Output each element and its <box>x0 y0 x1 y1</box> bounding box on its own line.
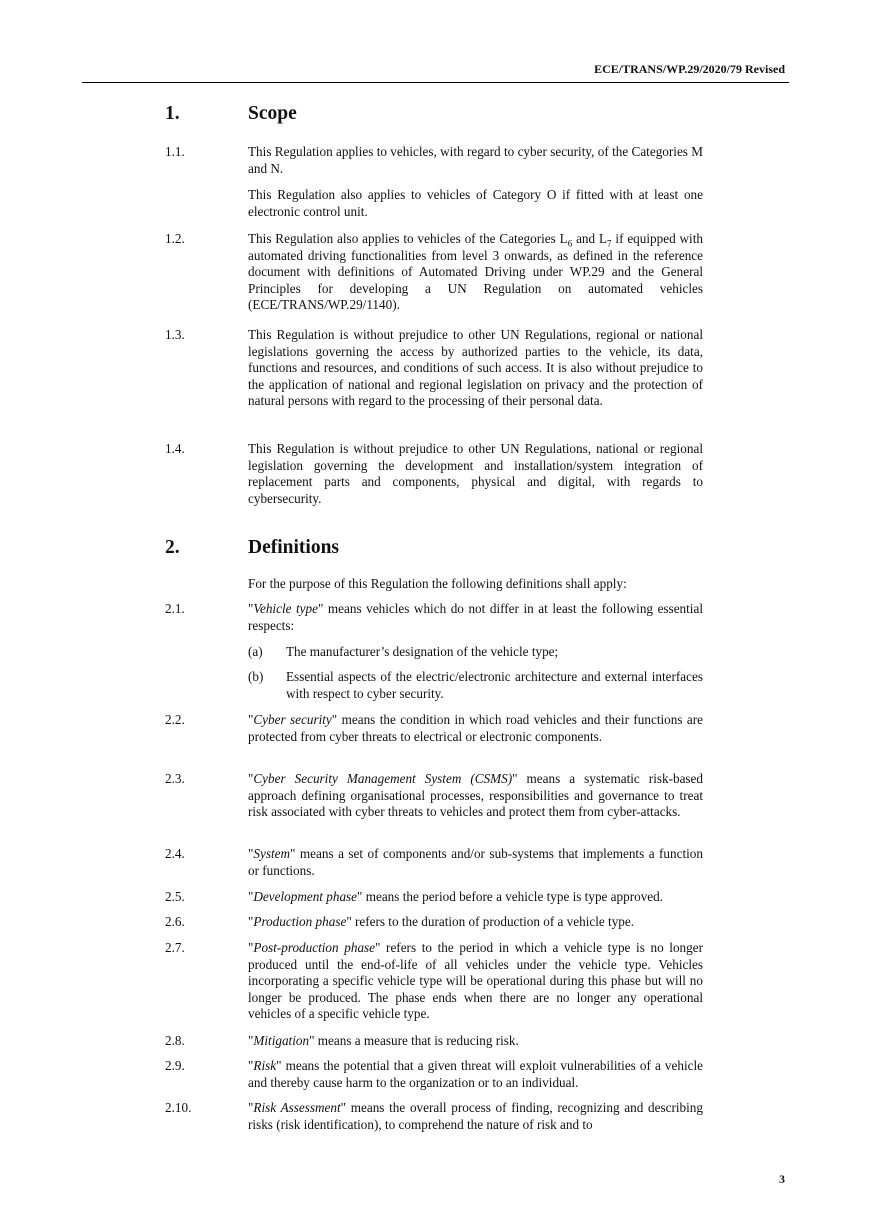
paragraph-number: 1.4. <box>165 441 185 456</box>
definition-text: " means the overall process of finding, recognizing and describing risks (risk identification), to comprehend the nature of risk and to <box>248 1100 703 1132</box>
list-text: The manufacturer’s designation of the vehicle type; <box>286 644 559 659</box>
paragraph-number: 2.4. <box>165 846 185 861</box>
defined-term: Cyber Security Management System (CSMS) <box>253 771 513 786</box>
text-run: and L <box>572 231 608 246</box>
paragraph-text: "Development phase" means the period before a vehicle type is type approved. <box>248 889 664 904</box>
paragraph-number: 1.3. <box>165 327 185 342</box>
paragraph-text: "Risk Assessment" means the overall process of finding, recognizing and describing risks (risk identification), to comprehend the nature of risk and to <box>248 1100 703 1132</box>
paragraph-text: "Production phase" refers to the duration of production of a vehicle type. <box>248 914 635 929</box>
paragraph-number: 2.9. <box>165 1058 185 1073</box>
paragraph-text: "System" means a set of components and/or sub-systems that implements a function or functions. <box>248 846 703 878</box>
paragraph-number: 2.10. <box>165 1100 192 1115</box>
paragraph-text: "Risk" means the potential that a given threat will exploit vulnerabilities of a vehicle and thereby cause harm to the organization or to an individual. <box>248 1058 703 1090</box>
definition-text: " refers to the duration of production of a vehicle type. <box>346 914 635 929</box>
defined-term: Risk Assessment <box>253 1100 341 1115</box>
defined-term: Vehicle type <box>253 601 318 616</box>
text-run: if equipped with automated driving functionalities from level 3 onwards, as defined in the reference document with definitions of Automated Driving under WP.29 and the General Principles for developing a UN Regulation on automated vehicles (ECE/TRANS/WP.29/1140). <box>248 231 703 313</box>
subscript: 7 <box>607 238 612 249</box>
paragraph-text: "Cyber Security Management System (CSMS)" means a systematic risk-based approach defining organisational processes, responsibilities and governance to treat risk associated with cyber threats to vehicles and protect them from cyber-attacks. <box>248 771 703 820</box>
paragraph-number: 2.8. <box>165 1033 185 1048</box>
definition-text: " means vehicles which do not differ in at least the following essential respects: <box>248 601 703 633</box>
defined-term: Mitigation <box>253 1033 310 1048</box>
definition-text: " means the period before a vehicle type is type approved. <box>357 889 664 904</box>
section-number: 2. <box>165 537 180 558</box>
section-title: Scope <box>248 103 297 124</box>
paragraph-number: 1.1. <box>165 144 185 159</box>
definition-text: " means the potential that a given threat will exploit vulnerabilities of a vehicle and thereby cause harm to the organization or to an individual. <box>248 1058 703 1090</box>
definition-text: " means a systematic risk-based approach defining organisational processes, responsibilities and governance to treat risk associated with cyber threats to vehicles and protect them from cyber-attacks. <box>248 771 703 820</box>
paragraph-text: This Regulation also applies to vehicles of Category O if fitted with at least one electronic control unit. <box>248 187 703 219</box>
definition-text: " means a measure that is reducing risk. <box>309 1033 519 1048</box>
paragraph-text: This Regulation applies to vehicles, with regard to cyber security, of the Categories M and N. <box>248 144 703 176</box>
subscript: 6 <box>567 238 573 249</box>
paragraph-number: 2.3. <box>165 771 185 786</box>
paragraph-number: 2.5. <box>165 889 185 904</box>
text-run: This Regulation also applies to vehicles of the Categories L <box>248 231 568 246</box>
paragraph-text: "Mitigation" means a measure that is reducing risk. <box>248 1033 519 1048</box>
section-title: Definitions <box>248 537 340 558</box>
paragraph-number: 2.6. <box>165 914 185 929</box>
paragraph-text: For the purpose of this Regulation the following definitions shall apply: <box>248 576 627 591</box>
paragraph-text <box>248 231 703 314</box>
list-label: (b) <box>248 669 264 684</box>
defined-term: Production phase <box>253 914 347 929</box>
paragraph-text: This Regulation is without prejudice to other UN Regulations, regional or national legislations governing the access by authorized parties to the vehicle, its data, functions and resources, and conditions of such access. It is also without prejudice to the application of national and regional legislation on privacy and the protection of natural persons with regard to the processing of their personal data. <box>248 327 703 409</box>
defined-term: System <box>253 846 291 861</box>
definition-text: " refers to the period in which a vehicle type is no longer produced until the end-of-life of all vehicles under the vehicle type. Vehicles incorporating a specific vehicle type will be operational during this phase but will no longer be produced. The phase ends when there are no longer any operational vehicles of a specific vehicle type. <box>248 940 703 1022</box>
paragraph-number: 2.7. <box>165 940 185 955</box>
definition-text: " means a set of components and/or sub-systems that implements a function or functions. <box>248 846 703 878</box>
paragraph-number: 1.2. <box>165 231 185 246</box>
document-symbol: ECE/TRANS/WP.29/2020/79 Revised <box>594 62 785 76</box>
paragraph-text: "Cyber security" means the condition in which road vehicles and their functions are protected from cyber threats to electrical or electronic components. <box>248 712 703 744</box>
definition-text: " means the condition in which road vehicles and their functions are protected from cyber threats to electrical or electronic components. <box>248 712 703 744</box>
paragraph-text: This Regulation is without prejudice to other UN Regulations, national or regional legislation governing the development and installation/system integration of replacement parts and components, physical and digital, with regards to cybersecurity. <box>248 441 703 506</box>
section-number: 1. <box>165 103 180 124</box>
paragraph-number: 2.1. <box>165 601 185 616</box>
paragraph-text: "Post-production phase" refers to the period in which a vehicle type is no longer produced until the end-of-life of all vehicles under the vehicle type. Vehicles incorporating a specific vehicle type will be operational during this phase but will no longer be produced. The phase ends when there are no longer any operational vehicles of a specific vehicle type. <box>248 940 703 1022</box>
list-text: Essential aspects of the electric/electronic architecture and external interfaces with respect to cyber security. <box>286 669 703 701</box>
list-label: (a) <box>248 644 263 659</box>
header-rule <box>82 82 789 83</box>
page-number: 3 <box>779 1172 785 1186</box>
defined-term: Cyber security <box>253 712 332 727</box>
defined-term: Development phase <box>253 889 358 904</box>
paragraph-number: 2.2. <box>165 712 185 727</box>
defined-term: Risk <box>253 1058 277 1073</box>
defined-term: Post-production phase <box>253 940 376 955</box>
paragraph-text: "Vehicle type" means vehicles which do not differ in at least the following essential respects: <box>248 601 703 633</box>
